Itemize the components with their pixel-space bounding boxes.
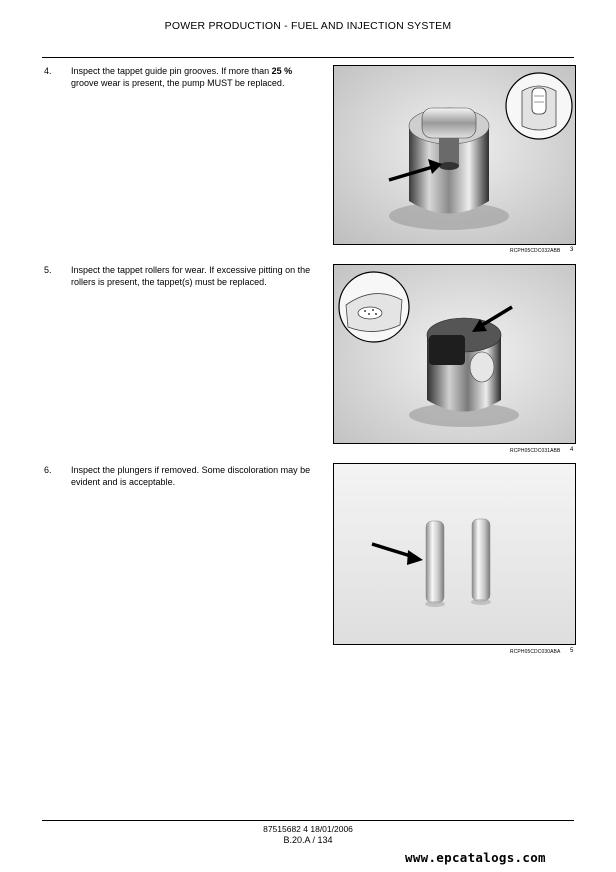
figure-3-photo xyxy=(333,65,576,245)
figure-5-photo xyxy=(333,463,576,645)
figure-3-number: 3 xyxy=(570,247,574,253)
page-header-title: POWER PRODUCTION - FUEL AND INJECTION SYSTEM xyxy=(164,20,452,32)
step-number: 6. xyxy=(44,465,52,475)
figure-4-photo xyxy=(333,264,576,444)
watermark: www.epcatalogs.com xyxy=(405,850,546,865)
wear-limit: 25 % xyxy=(271,66,293,76)
step-text: Inspect the tappet rollers for wear. If excessive pitting on the rollers is present, the tappet(s) must be replaced. xyxy=(71,265,311,287)
footer-doc-ref: 87515682 4 18/01/2006 xyxy=(263,824,353,834)
footer-rule xyxy=(42,820,574,821)
step-text: Inspect the plungers if removed. Some discoloration may be evident and is acceptable. xyxy=(71,465,311,487)
figure-4-number: 4 xyxy=(570,447,574,453)
figure-5-code: RCPH05CDC030ABA xyxy=(510,649,561,655)
figure-4-code: RCPH05CDC031ABB xyxy=(510,448,561,454)
footer-page-number: B.20.A / 134 xyxy=(283,835,333,845)
step-number: 5. xyxy=(44,265,52,275)
step-text: Inspect the tappet guide pin grooves. If more than 25 % groove wear is present, the pump MUST be replaced. xyxy=(71,66,293,88)
figure-3-code: RCPH05CDC032ABB xyxy=(510,248,561,254)
step-number: 4. xyxy=(44,66,52,76)
figure-5-number: 5 xyxy=(570,648,574,654)
header-rule xyxy=(42,57,574,58)
